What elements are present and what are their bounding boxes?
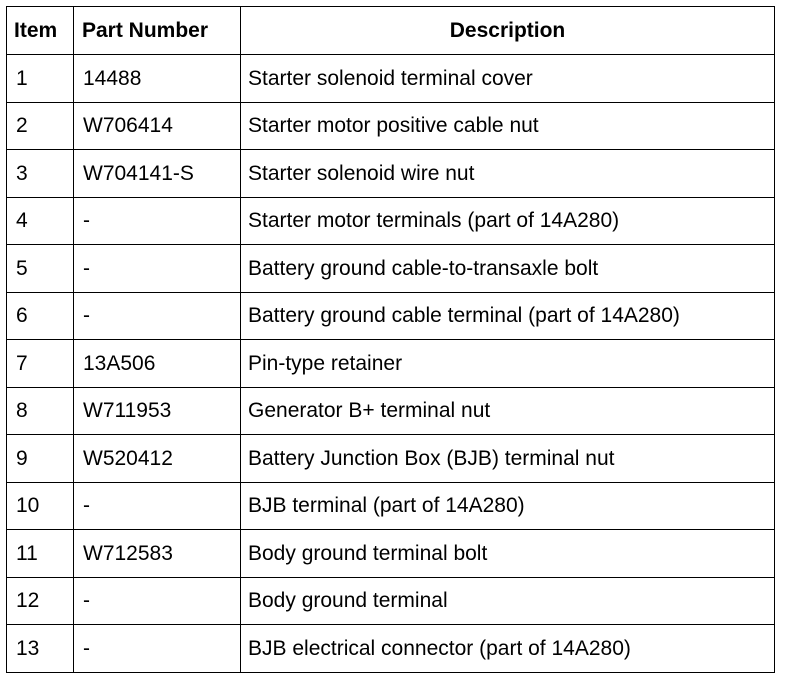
parts-table [6,6,775,673]
table-row [7,150,775,198]
cell-description: Body ground terminal [241,577,775,625]
cell-part-number: W520412 [74,435,241,483]
table-row [7,245,775,293]
cell-part-number: W712583 [74,530,241,578]
cell-description: Body ground terminal bolt [241,530,775,578]
table-row [7,340,775,388]
cell-item: 13 [7,625,74,673]
cell-description: Battery ground cable-to-transaxle bolt [241,245,775,293]
cell-part-number: W711953 [74,387,241,435]
cell-part-number: - [74,482,241,530]
cell-description: Starter motor terminals (part of 14A280) [241,197,775,245]
table-row [7,577,775,625]
table-row [7,482,775,530]
cell-description: Starter motor positive cable nut [241,102,775,150]
table-row [7,625,775,673]
table-header-row [7,7,775,55]
cell-description: Pin-type retainer [241,340,775,388]
table-row [7,197,775,245]
cell-item: 4 [7,197,74,245]
table-row [7,292,775,340]
cell-item: 8 [7,387,74,435]
cell-description: Starter solenoid terminal cover [241,55,775,103]
cell-description: BJB electrical connector (part of 14A280) [241,625,775,673]
column-header-part-number: Part Number [74,7,241,55]
cell-part-number: - [74,625,241,673]
table-row [7,387,775,435]
cell-item: 6 [7,292,74,340]
table-row [7,530,775,578]
cell-description: Generator B+ terminal nut [241,387,775,435]
cell-description: Starter solenoid wire nut [241,150,775,198]
cell-item: 9 [7,435,74,483]
cell-item: 7 [7,340,74,388]
cell-item: 2 [7,102,74,150]
cell-description: Battery Junction Box (BJB) terminal nut [241,435,775,483]
cell-item: 10 [7,482,74,530]
cell-description: BJB terminal (part of 14A280) [241,482,775,530]
cell-part-number: - [74,245,241,293]
parts-table-container [6,6,774,676]
cell-part-number: 13A506 [74,340,241,388]
cell-part-number: - [74,292,241,340]
cell-item: 1 [7,55,74,103]
column-header-description: Description [241,7,775,55]
cell-item: 11 [7,530,74,578]
table-body [7,55,775,673]
cell-part-number: - [74,197,241,245]
cell-part-number: W704141-S [74,150,241,198]
table-row [7,435,775,483]
table-row [7,55,775,103]
cell-part-number: - [74,577,241,625]
cell-part-number: W706414 [74,102,241,150]
cell-part-number: 14488 [74,55,241,103]
cell-description: Battery ground cable terminal (part of 14A280) [241,292,775,340]
table-row [7,102,775,150]
column-header-item: Item [7,7,74,55]
cell-item: 3 [7,150,74,198]
cell-item: 5 [7,245,74,293]
cell-item: 12 [7,577,74,625]
